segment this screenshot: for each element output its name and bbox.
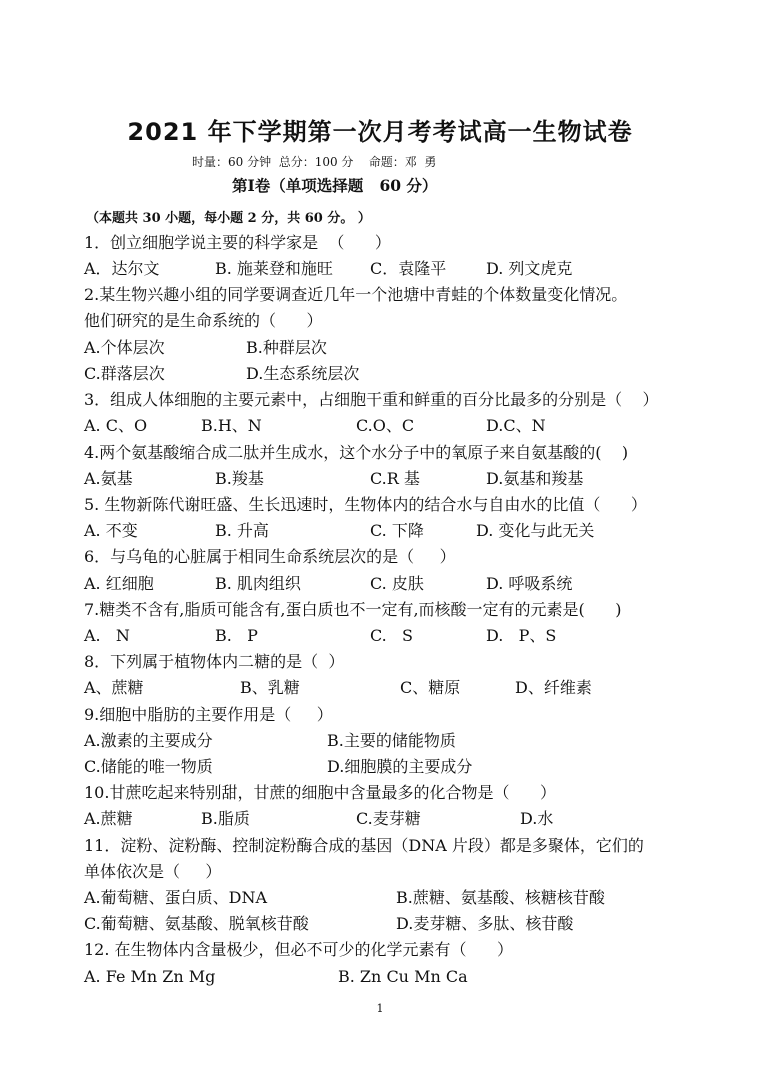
q10-option-c: C.麦芽糖 — [356, 809, 421, 828]
q3-option-d: D.C、N — [486, 416, 546, 435]
question-11-stem-line1: 11．淀粉、淀粉酶、控制淀粉酶合成的基因（DNA 片段）都是多聚体，它们的 — [84, 836, 644, 855]
q9-option-b: B.主要的储能物质 — [327, 731, 456, 750]
q6-option-d: D. 呼吸系统 — [486, 574, 573, 593]
question-2-stem-line1: 2.某生物兴趣小组的同学要调查近几年一个池塘中青蛙的个体数量变化情况。 — [84, 285, 628, 304]
section-heading: 第Ⅰ卷（单项选择题 60 分） — [232, 176, 438, 195]
section-instructions: （本题共 30 小题，每小题 2 分，共 60 分。 ） — [86, 211, 371, 226]
question-5-stem: 5. 生物新陈代谢旺盛、生长迅速时，生物体内的结合水与自由水的比值（ ） — [84, 495, 647, 514]
q7-option-b: B. P — [215, 626, 258, 645]
question-9-stem: 9.细胞中脂肪的主要作用是（ ） — [84, 705, 333, 724]
q2-option-b: B.种群层次 — [246, 338, 327, 357]
q6-option-a: A. 红细胞 — [84, 574, 154, 593]
q4-option-a: A.氨基 — [84, 469, 133, 488]
q4-option-b: B.羧基 — [215, 469, 264, 488]
q5-option-d: D. 变化与此无关 — [476, 521, 595, 540]
q5-option-a: A. 不变 — [84, 521, 138, 540]
q11-option-d: D.麦芽糖、多肽、核苷酸 — [396, 914, 574, 933]
question-2-stem-line2: 他们研究的是生命系统的（ ） — [84, 311, 323, 330]
q6-option-b: B. 肌肉组织 — [215, 574, 301, 593]
q11-option-c: C.葡萄糖、氨基酸、脱氧核苷酸 — [84, 914, 309, 933]
question-3-stem: 3．组成人体细胞的主要元素中，占细胞干重和鲜重的百分比最多的分别是（ ） — [84, 390, 659, 409]
exam-title: 2021 年下学期第一次月考考试高一生物试卷 — [127, 118, 633, 146]
exam-meta: 时量：60 分钟 总分：100 分 命题：邓 勇 — [192, 155, 437, 169]
q1-option-c: C．袁隆平 — [370, 259, 447, 278]
q1-option-a: A．达尔文 — [84, 259, 160, 278]
q12-option-b: B. Zn Cu Mn Ca — [338, 967, 468, 986]
question-6-stem: 6．与乌龟的心脏属于相同生命系统层次的是（ ） — [84, 547, 456, 566]
q2-option-c: C.群落层次 — [84, 364, 165, 383]
question-4-stem: 4.两个氨基酸缩合成二肽并生成水，这个水分子中的氧原子来自氨基酸的( ) — [84, 443, 629, 462]
question-10-stem: 10.甘蔗吃起来特别甜，甘蔗的细胞中含量最多的化合物是（ ） — [84, 783, 556, 802]
q2-option-d: D.生态系统层次 — [246, 364, 360, 383]
q3-option-b: B.H、N — [201, 416, 262, 435]
page-number: 1 — [376, 1002, 384, 1015]
q5-option-b: B. 升高 — [215, 521, 269, 540]
q9-option-d: D.细胞膜的主要成分 — [327, 757, 473, 776]
q9-option-c: C.储能的唯一物质 — [84, 757, 213, 776]
question-11-stem-line2: 单体依次是（ ） — [84, 862, 222, 881]
q6-option-c: C. 皮肤 — [370, 574, 424, 593]
q9-option-a: A.激素的主要成分 — [84, 731, 213, 750]
q4-option-d: D.氨基和羧基 — [486, 469, 584, 488]
q7-option-c: C. S — [370, 626, 413, 645]
q8-option-c: C、糖原 — [400, 678, 461, 697]
q1-option-d: D. 列文虎克 — [486, 259, 573, 278]
q11-option-a: A.葡萄糖、蛋白质、DNA — [84, 888, 268, 907]
q8-option-a: A、蔗糖 — [84, 678, 144, 697]
q7-option-a: A. N — [84, 626, 130, 645]
q10-option-b: B.脂质 — [201, 809, 250, 828]
q5-option-c: C. 下降 — [370, 521, 424, 540]
q3-option-a: A. C、O — [84, 416, 148, 435]
q2-option-a: A.个体层次 — [84, 338, 165, 357]
q10-option-d: D.水 — [520, 809, 554, 828]
q11-option-b: B.蔗糖、氨基酸、核糖核苷酸 — [396, 888, 605, 907]
question-7-stem: 7.糖类不含有,脂质可能含有,蛋白质也不一定有,而核酸一定有的元素是( ) — [84, 600, 622, 619]
q10-option-a: A.蔗糖 — [84, 809, 133, 828]
q8-option-d: D、纤维素 — [515, 678, 592, 697]
q12-option-a: A. Fe Mn Zn Mg — [84, 967, 216, 986]
q4-option-c: C.R 基 — [370, 469, 420, 488]
q7-option-d: D. P、S — [486, 626, 557, 645]
question-1-stem: 1．创立细胞学说主要的科学家是 （ ） — [84, 233, 391, 252]
q3-option-c: C.O、C — [356, 416, 415, 435]
question-8-stem: 8．下列属于植物体内二糖的是（ ） — [84, 652, 345, 671]
q8-option-b: B、乳糖 — [240, 678, 300, 697]
q1-option-b: B. 施莱登和施旺 — [215, 259, 333, 278]
question-12-stem: 12. 在生物体内含量极少，但必不可少的化学元素有（ ） — [84, 940, 514, 959]
